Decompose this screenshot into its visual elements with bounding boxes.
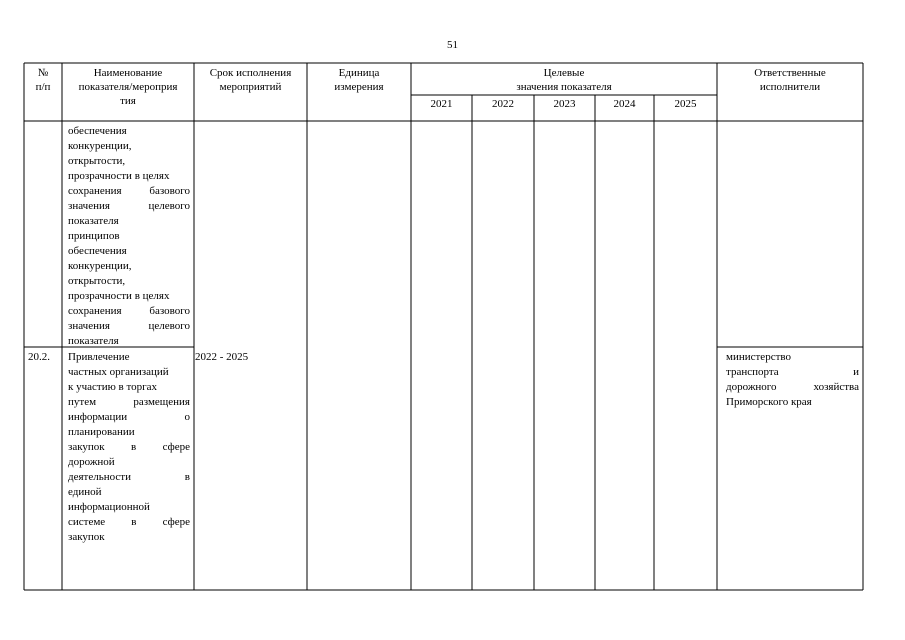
row1-name-line: показателя bbox=[68, 335, 119, 347]
row2-responsible-line: министерство bbox=[726, 351, 792, 363]
header-year-2022: 2022 bbox=[492, 98, 514, 110]
header-responsible: Ответственные исполнители bbox=[754, 67, 826, 93]
row2-name bbox=[68, 350, 190, 545]
row2-name-line: системе в сфере bbox=[68, 516, 190, 528]
row1-name-line: открытости, bbox=[68, 275, 126, 287]
header-year-2023: 2023 bbox=[553, 98, 576, 110]
header-term: Срок исполнения мероприятий bbox=[209, 67, 292, 93]
row2-name-line: закупок bbox=[68, 531, 105, 543]
header-year-2024: 2024 bbox=[613, 98, 636, 110]
row2-name-line: планировании bbox=[68, 426, 135, 438]
row2-term: 2022 - 2025 bbox=[195, 351, 249, 363]
row1-name-line: значения целевого bbox=[68, 320, 190, 332]
page-number: 51 bbox=[447, 39, 458, 51]
row2-name-line: деятельности в bbox=[68, 471, 190, 483]
row1-name-line: конкуренции, bbox=[68, 140, 132, 152]
row2-responsible bbox=[726, 350, 859, 410]
row1-name-line: значения целевого bbox=[68, 200, 190, 212]
row1-name-line: открытости, bbox=[68, 155, 126, 167]
row1-name bbox=[68, 124, 190, 349]
row2-name-line: закупок в сфере bbox=[68, 441, 190, 453]
header-targets: Целевые значения показателя bbox=[516, 67, 612, 93]
row2-name-line: частных организаций bbox=[68, 366, 169, 378]
row2-name-line: дорожной bbox=[68, 456, 115, 468]
row1-name-line: сохранения базового bbox=[68, 185, 190, 197]
row2-name-line: путем размещения bbox=[68, 396, 190, 408]
row2-num: 20.2. bbox=[28, 351, 50, 363]
row2-name-line: информации о bbox=[68, 411, 190, 423]
row1-name-line: принципов bbox=[68, 230, 120, 242]
row2-name-line: к участию в торгах bbox=[68, 381, 158, 393]
row1-name-line: обеспечения bbox=[68, 125, 127, 137]
header-name: Наименование показателя/мероприя тия bbox=[78, 67, 178, 107]
row1-name-line: прозрачности в целях bbox=[68, 170, 170, 182]
row2-responsible-line: транспорта и bbox=[726, 366, 859, 378]
header-num: № п/п bbox=[35, 67, 51, 93]
row2-name-line: Привлечение bbox=[68, 351, 130, 363]
header-year-2025: 2025 bbox=[674, 98, 697, 110]
row1-name-line: конкуренции, bbox=[68, 260, 132, 272]
row2-responsible-line: Приморского края bbox=[726, 396, 812, 408]
header-unit: Единица измерения bbox=[334, 67, 384, 93]
header-year-2021: 2021 bbox=[430, 98, 453, 110]
row1-name-line: сохранения базового bbox=[68, 305, 190, 317]
row1-name-line: обеспечения bbox=[68, 245, 127, 257]
row1-name-line: показателя bbox=[68, 215, 119, 227]
row1-name-line: прозрачности в целях bbox=[68, 290, 170, 302]
row2-responsible-line: дорожного хозяйства bbox=[726, 381, 859, 393]
row2-name-line: единой bbox=[68, 486, 102, 498]
row2-name-line: информационной bbox=[68, 501, 150, 513]
